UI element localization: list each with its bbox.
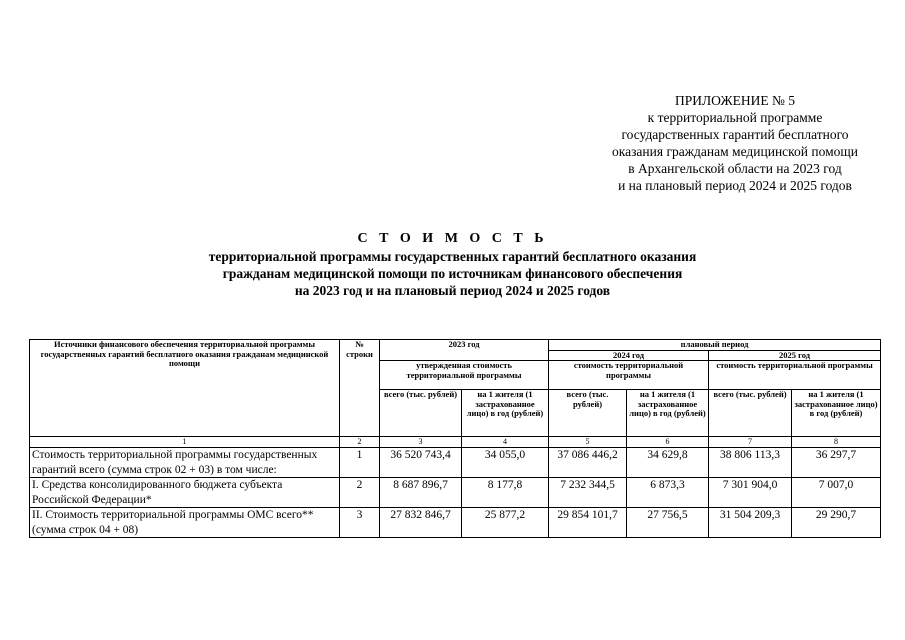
row-number: 1 — [340, 448, 380, 478]
row-number: 3 — [340, 508, 380, 538]
cell-total-2025: 31 504 209,3 — [709, 508, 792, 538]
row-label: Стоимость территориальной программы государственных гарантий всего (сумма строк 02 + 03) в том числе: — [30, 448, 340, 478]
cell-total-2024: 7 232 344,5 — [549, 478, 627, 508]
cell-per-capita-2023: 8 177,8 — [462, 478, 549, 508]
document-title — [180, 230, 725, 299]
header-row-number: № строки — [340, 340, 380, 437]
column-number: 2 — [340, 437, 380, 448]
header-planned-period: плановый период — [549, 340, 881, 351]
cell-per-capita-2023: 25 877,2 — [462, 508, 549, 538]
cell-per-capita-2025: 36 297,7 — [792, 448, 881, 478]
cell-per-capita-2024: 34 629,8 — [627, 448, 709, 478]
appendix-line: оказания гражданам медицинской помощи — [611, 144, 859, 159]
column-number: 8 — [792, 437, 881, 448]
header-total-2025: всего (тыс. рублей) — [709, 390, 792, 437]
appendix-line: ПРИЛОЖЕНИЕ № 5 — [674, 93, 796, 108]
header-total-2023: всего (тыс. рублей) — [380, 390, 462, 437]
cell-total-2023: 8 687 896,7 — [380, 478, 462, 508]
header-year-2023: 2023 год — [380, 340, 549, 361]
title-line: территориальной программы государственных гарантий бесплатного оказания — [208, 249, 697, 264]
appendix-line: в Архангельской области на 2023 год — [628, 161, 842, 176]
row-label: II. Стоимость территориальной программы ОМС всего** (сумма строк 04 + 08) — [30, 508, 340, 538]
cell-per-capita-2025: 29 290,7 — [792, 508, 881, 538]
header-program-cost-2025: стоимость территориальной программы — [709, 361, 881, 390]
cell-total-2024: 29 854 101,7 — [549, 508, 627, 538]
column-number: 7 — [709, 437, 792, 448]
cell-per-capita-2024: 27 756,5 — [627, 508, 709, 538]
cell-total-2025: 38 806 113,3 — [709, 448, 792, 478]
column-number: 5 — [549, 437, 627, 448]
row-label: I. Средства консолидированного бюджета субъекта Российской Федерации* — [30, 478, 340, 508]
header-program-cost-2024: стоимость территориальной программы — [549, 361, 709, 390]
column-number: 1 — [30, 437, 340, 448]
header-per-capita-2023: на 1 жителя (1 застрахованное лицо) в год (рублей) — [462, 390, 549, 437]
cell-per-capita-2023: 34 055,0 — [462, 448, 549, 478]
appendix-line: к территориальной программе — [647, 110, 823, 125]
cell-total-2023: 27 832 846,7 — [380, 508, 462, 538]
appendix-line: и на плановый период 2024 и 2025 годов — [618, 178, 852, 193]
title-line: гражданам медицинской помощи по источникам финансового обеспечения — [222, 266, 683, 281]
cell-per-capita-2024: 6 873,3 — [627, 478, 709, 508]
column-number: 4 — [462, 437, 549, 448]
cost-table — [29, 339, 881, 538]
header-source: Источники финансового обеспечения территориальной программы государственных гарантий бесплатного оказания гражданам медицинской помощи — [30, 340, 340, 437]
column-number: 3 — [380, 437, 462, 448]
header-year-2024: 2024 год — [549, 350, 709, 361]
appendix-line: государственных гарантий бесплатного — [621, 127, 849, 142]
appendix-note — [590, 92, 880, 194]
cell-total-2023: 36 520 743,4 — [380, 448, 462, 478]
title-line: на 2023 год и на плановый период 2024 и 2025 годов — [294, 283, 611, 298]
row-number: 2 — [340, 478, 380, 508]
cell-total-2024: 37 086 446,2 — [549, 448, 627, 478]
cell-total-2025: 7 301 904,0 — [709, 478, 792, 508]
title-main: С Т О И М О С Т Ь — [357, 231, 548, 246]
header-per-capita-2024: на 1 жителя (1 застрахованное лицо) в год (рублей) — [627, 390, 709, 437]
column-number-row — [30, 437, 881, 448]
header-year-2025: 2025 год — [709, 350, 881, 361]
cell-per-capita-2025: 7 007,0 — [792, 478, 881, 508]
header-approved-cost: утвержденная стоимость территориальной программы — [380, 361, 549, 390]
column-number: 6 — [627, 437, 709, 448]
header-total-2024: всего (тыс. рублей) — [549, 390, 627, 437]
header-per-capita-2025: на 1 жителя (1 застрахованное лицо) в год (рублей) — [792, 390, 881, 437]
table-row — [30, 448, 881, 478]
table-row — [30, 478, 881, 508]
table-row — [30, 508, 881, 538]
